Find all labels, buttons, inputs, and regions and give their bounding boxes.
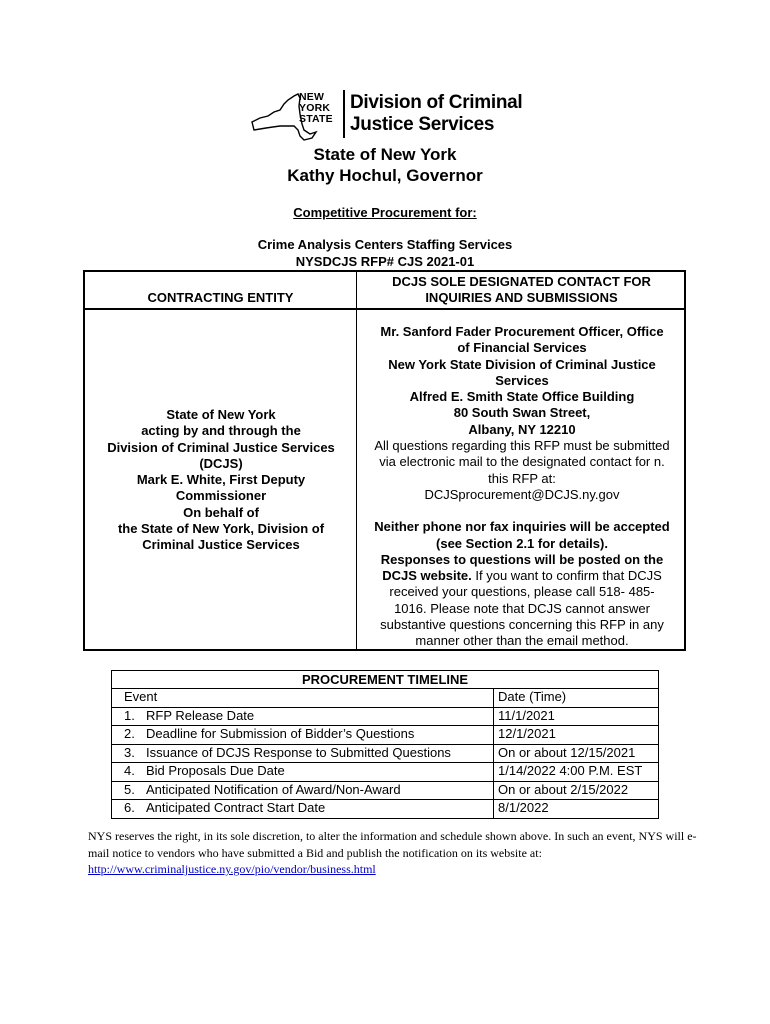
row-event: Anticipated Notification of Award/Non-Award [146, 781, 401, 797]
table-row [112, 781, 658, 800]
event-column-header: Event [112, 689, 494, 707]
notice-line: (see Section 2.1 for details). [436, 535, 608, 551]
state-word-state: STATE [299, 113, 333, 125]
notice-website-line [361, 568, 683, 584]
row-number: 3. [124, 744, 135, 760]
vendor-business-link[interactable]: http://www.criminaljustice.ny.gov/pio/vendor/business.html [88, 862, 376, 876]
governor-title: Kathy Hochul, Governor [287, 166, 483, 185]
row-event: RFP Release Date [146, 707, 255, 723]
notice-line: substantive questions concerning this RFP in any [380, 617, 664, 633]
logo-divider [343, 90, 345, 138]
state-title: State of New York [313, 145, 457, 164]
agency-line-1: Division of Criminal [350, 92, 523, 113]
notice-line: 1016. Please note that DCJS cannot answer [394, 600, 650, 616]
table-row [112, 800, 658, 818]
table-row [112, 707, 658, 726]
entity-line: acting by and through the [141, 423, 301, 439]
row-date: On or about 2/15/2022 [494, 781, 659, 800]
contact-line: New York State Division of Criminal Justice [388, 356, 656, 372]
row-event: Deadline for Submission of Bidder’s Questions [146, 726, 415, 742]
row-date: On or about 12/15/2021 [494, 744, 659, 763]
timeline-header-row [112, 689, 658, 707]
row-number: 5. [124, 781, 135, 797]
row-event: Issuance of DCJS Response to Submitted Questions [146, 744, 451, 760]
row-event: Bid Proposals Due Date [146, 763, 285, 779]
notice-website-label: DCJS website. [382, 568, 472, 584]
state-word-york: YORK [299, 102, 331, 114]
table-row [112, 726, 658, 745]
instruction-line: via electronic mail to the designated contact for n. [379, 454, 665, 470]
contact-email[interactable]: DCJSprocurement@DCJS.ny.gov [424, 486, 620, 502]
footer-notice [88, 828, 703, 878]
dcjs-logo [250, 88, 523, 142]
notice-line: Responses to questions will be posted on the [380, 551, 664, 567]
row-date: 8/1/2022 [494, 800, 659, 818]
table-row [112, 763, 658, 782]
entity-line: the State of New York, Division of [117, 521, 325, 537]
contact-line: Mr. Sanford Fader Procurement Officer, Office [380, 324, 664, 339]
notice-line: manner other than the email method. [415, 633, 629, 649]
row-number: 6. [124, 800, 135, 816]
notice-website-rest: If you want to confirm that DCJS [471, 568, 662, 584]
rfp-number: NYSDCJS RFP# CJS 2021-01 [295, 254, 475, 269]
entity-line: Division of Criminal Justice Services [107, 439, 335, 455]
contact-line: 80 South Swan Street, [453, 405, 591, 421]
row-date: 11/1/2021 [494, 707, 659, 726]
project-title: Crime Analysis Centers Staffing Services [257, 237, 513, 252]
row-event: Anticipated Contract Start Date [146, 800, 326, 816]
instruction-line: All questions regarding this RFP must be submitted [374, 438, 670, 454]
table-header-divider [85, 308, 684, 310]
contact-table [83, 270, 686, 651]
contact-line: Alfred E. Smith State Office Building [409, 389, 635, 405]
table-column-divider [356, 272, 357, 649]
procurement-label: Competitive Procurement for: [293, 205, 477, 220]
designated-contact-header: DCJS SOLE DESIGNATED CONTACT FOR INQUIRIES AND SUBMISSIONS [392, 274, 651, 305]
entity-line: On behalf of [183, 504, 259, 520]
contracting-entity-details [91, 407, 351, 554]
spacer [361, 503, 683, 519]
row-number: 2. [124, 726, 135, 742]
notice-line: received your questions, please call 518- 485- [389, 584, 655, 600]
notice-line: Neither phone nor fax inquiries will be accepted [374, 519, 670, 535]
contact-line: of Financial Services [457, 340, 587, 356]
contracting-entity-header: CONTRACTING ENTITY [147, 290, 294, 305]
timeline-title: PROCUREMENT TIMELINE [112, 671, 658, 689]
contact-line: Services [495, 372, 549, 388]
row-number: 4. [124, 763, 135, 779]
procurement-timeline [111, 670, 659, 819]
row-date: 12/1/2021 [494, 726, 659, 745]
timeline-table [112, 689, 658, 818]
row-number: 1. [124, 707, 135, 723]
entity-line: Criminal Justice Services [142, 537, 300, 553]
agency-name [350, 92, 522, 136]
instruction-line: this RFP at: [488, 470, 556, 486]
designated-contact-details [361, 324, 683, 650]
date-column-header: Date (Time) [494, 689, 659, 707]
contact-line: Albany, NY 12210 [468, 421, 576, 437]
entity-line: (DCJS) [199, 455, 243, 471]
row-date: 1/14/2022 4:00 P.M. EST [494, 763, 659, 782]
entity-line: Commissioner [175, 488, 267, 504]
agency-line-2: Justice Services [350, 114, 495, 135]
entity-line: Mark E. White, First Deputy [136, 472, 306, 488]
state-word-new: NEW [299, 91, 325, 103]
state-wordmark [299, 92, 339, 125]
entity-line: State of New York [166, 407, 276, 422]
footer-text: NYS reserves the right, in its sole discretion, to alter the information and schedule shown above. In such an event, NYS will e-mail notice to vendors who have submitted a Bid and publish the notification on its website at: [88, 829, 697, 860]
table-row [112, 744, 658, 763]
